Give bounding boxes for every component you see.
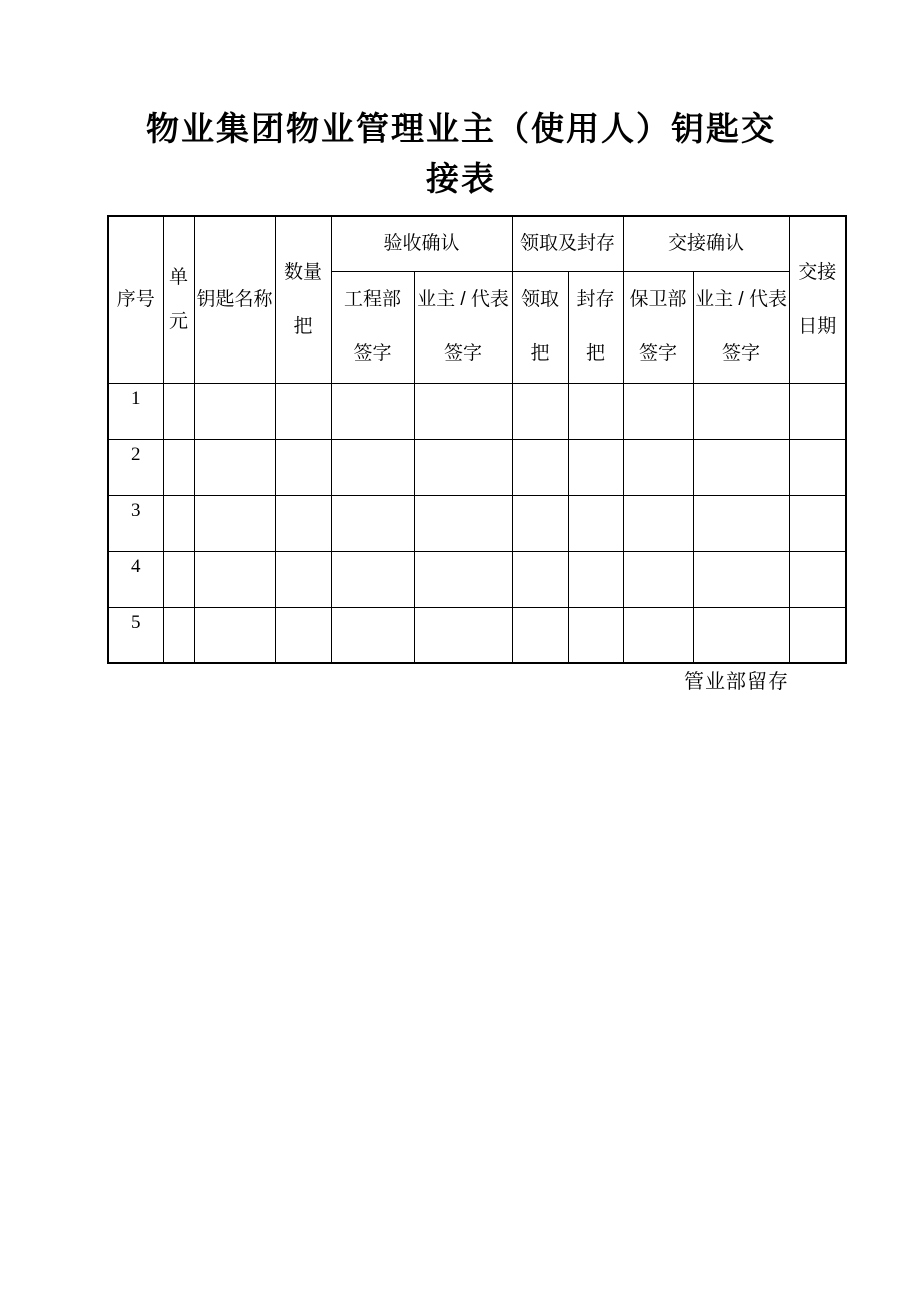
cell-owner-rep-sign-1 [414, 439, 512, 495]
cell-quantity [275, 607, 331, 663]
key-handover-table [107, 215, 847, 664]
table-row [108, 607, 846, 663]
sub-header-security-sign-line-2: 签字 [639, 343, 678, 364]
cell-engineering-sign [331, 551, 414, 607]
group-header-acceptance: 验收确认 [331, 216, 512, 271]
cell-quantity [275, 551, 331, 607]
cell-quantity [275, 495, 331, 551]
sub-header-owner-rep-sign-1-line-2: 签字 [444, 343, 483, 364]
cell-handover-date [789, 607, 846, 663]
cell-owner-rep-sign-2 [693, 551, 789, 607]
sub-header-engineering-sign [331, 271, 414, 383]
sub-header-seal-line-2: 把 [586, 343, 606, 364]
cell-seal [568, 495, 623, 551]
sub-header-engineering-sign-line-2: 签字 [353, 343, 392, 364]
table-row [108, 551, 846, 607]
cell-quantity [275, 383, 331, 439]
footer-note: 管业部留存 [684, 671, 789, 693]
cell-owner-rep-sign-2 [693, 383, 789, 439]
page-title-line-2: 接表 [426, 160, 496, 197]
sub-header-owner-rep-sign-1-line-1: 业主 / 代表 [417, 289, 509, 310]
cell-receive [512, 383, 568, 439]
cell-key-name [194, 551, 275, 607]
page-title [60, 104, 862, 204]
cell-receive [512, 495, 568, 551]
sub-header-seal-line-1: 封存 [576, 289, 615, 310]
cell-handover-date [789, 383, 846, 439]
col-header-quantity [275, 216, 331, 383]
cell-receive [512, 607, 568, 663]
cell-handover-date [789, 551, 846, 607]
sub-header-owner-rep-sign-2 [693, 271, 789, 383]
row-serial: 2 [108, 439, 163, 495]
group-header-handover: 交接确认 [623, 216, 789, 271]
sub-header-security-sign-line-1: 保卫部 [629, 289, 687, 310]
cell-key-name [194, 607, 275, 663]
col-header-key-name: 钥匙名称 [194, 216, 275, 383]
cell-security-sign [623, 495, 693, 551]
col-header-handover-date-line-2: 日期 [798, 315, 837, 337]
cell-owner-rep-sign-1 [414, 495, 512, 551]
col-header-unit [163, 216, 194, 383]
cell-unit [163, 607, 194, 663]
sub-header-engineering-sign-line-1: 工程部 [343, 289, 401, 310]
cell-seal [568, 551, 623, 607]
col-header-quantity-line-1: 数量 [283, 261, 322, 283]
table-row [108, 439, 846, 495]
cell-unit [163, 383, 194, 439]
col-header-quantity-line-2: 把 [293, 315, 313, 337]
cell-key-name [194, 383, 275, 439]
table-row [108, 495, 846, 551]
cell-seal [568, 607, 623, 663]
cell-owner-rep-sign-2 [693, 607, 789, 663]
cell-security-sign [623, 383, 693, 439]
cell-owner-rep-sign-1 [414, 551, 512, 607]
cell-engineering-sign [331, 439, 414, 495]
sub-header-receive-line-2: 把 [530, 343, 550, 364]
cell-unit [163, 551, 194, 607]
cell-receive [512, 551, 568, 607]
cell-engineering-sign [331, 383, 414, 439]
cell-owner-rep-sign-2 [693, 495, 789, 551]
group-header-receipt-seal: 领取及封存 [512, 216, 623, 271]
cell-owner-rep-sign-1 [414, 383, 512, 439]
cell-owner-rep-sign-1 [414, 607, 512, 663]
col-header-handover-date [789, 216, 846, 383]
cell-security-sign [623, 607, 693, 663]
sub-header-owner-rep-sign-2-line-1: 业主 / 代表 [695, 289, 787, 310]
row-serial: 4 [108, 551, 163, 607]
sub-header-security-sign [623, 271, 693, 383]
cell-unit [163, 495, 194, 551]
cell-seal [568, 439, 623, 495]
sub-header-receive-line-1: 领取 [521, 289, 560, 310]
cell-key-name [194, 495, 275, 551]
row-serial: 1 [108, 383, 163, 439]
cell-security-sign [623, 551, 693, 607]
row-serial: 3 [108, 495, 163, 551]
page-title-line-1: 物业集团物业管理业主（使用人）钥匙交 [146, 110, 776, 147]
cell-handover-date [789, 439, 846, 495]
table-row [108, 383, 846, 439]
cell-receive [512, 439, 568, 495]
sub-header-receive [512, 271, 568, 383]
cell-quantity [275, 439, 331, 495]
row-serial: 5 [108, 607, 163, 663]
header-group-row [108, 216, 846, 271]
sub-header-owner-rep-sign-1 [414, 271, 512, 383]
cell-seal [568, 383, 623, 439]
cell-engineering-sign [331, 607, 414, 663]
cell-security-sign [623, 439, 693, 495]
sub-header-seal [568, 271, 623, 383]
cell-handover-date [789, 495, 846, 551]
col-header-serial: 序号 [108, 216, 163, 383]
sub-header-owner-rep-sign-2-line-2: 签字 [722, 343, 761, 364]
cell-engineering-sign [331, 495, 414, 551]
col-header-unit-char-1: 单 [168, 266, 188, 288]
col-header-handover-date-line-1: 交接 [798, 261, 837, 283]
cell-key-name [194, 439, 275, 495]
cell-owner-rep-sign-2 [693, 439, 789, 495]
col-header-unit-char-2: 元 [168, 310, 188, 332]
cell-unit [163, 439, 194, 495]
